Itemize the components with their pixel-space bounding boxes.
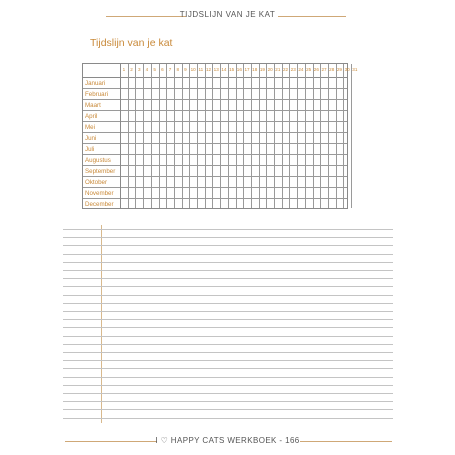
day-column-divider — [228, 64, 229, 208]
section-title: Tijdslijn van je kat — [90, 37, 173, 49]
month-row — [83, 155, 347, 166]
note-line — [63, 409, 393, 410]
note-line — [63, 237, 393, 238]
note-line — [63, 286, 393, 287]
day-column-divider — [289, 64, 290, 208]
note-line — [63, 344, 393, 345]
timeline-grid — [82, 63, 358, 209]
day-header-row — [83, 64, 358, 78]
day-column-divider — [336, 64, 337, 208]
day-column-divider — [236, 64, 237, 208]
day-label: 1 — [122, 67, 126, 72]
month-label: September — [85, 168, 116, 175]
day-label: 29 — [336, 67, 342, 72]
day-label: 2 — [130, 67, 133, 72]
footer-rule-right — [300, 441, 392, 442]
day-column-divider — [128, 64, 129, 208]
day-column-divider — [313, 64, 314, 208]
month-label: Juli — [85, 146, 95, 153]
day-label: 12 — [205, 67, 212, 72]
day-column-divider — [297, 64, 298, 208]
footer-prefix: I — [155, 436, 158, 445]
day-column-divider — [351, 64, 352, 208]
day-label: 7 — [168, 67, 172, 72]
month-row — [83, 78, 347, 89]
notes-area — [63, 225, 393, 423]
day-label: 21 — [275, 67, 281, 72]
day-column-divider — [159, 64, 160, 208]
month-row — [83, 100, 347, 111]
month-row — [83, 111, 347, 122]
note-line — [63, 303, 393, 304]
page-header-title: TIJDSLIJN VAN JE KAT — [179, 10, 276, 19]
day-label: 5 — [153, 67, 156, 72]
month-label: Augustus — [85, 157, 111, 164]
day-column-divider — [212, 64, 213, 208]
day-label: 9 — [184, 67, 187, 72]
note-line — [63, 393, 393, 394]
day-column-divider — [220, 64, 221, 208]
month-row — [83, 199, 347, 210]
note-line — [63, 418, 393, 419]
month-label: April — [85, 113, 98, 120]
month-label: Oktober — [85, 179, 108, 186]
note-line — [63, 278, 393, 279]
note-line — [63, 262, 393, 263]
day-column-divider — [282, 64, 283, 208]
footer-workbook-label: HAPPY CATS WERKBOEK - 166 — [170, 436, 300, 445]
note-line — [63, 311, 393, 312]
day-column-divider — [320, 64, 321, 208]
note-line — [63, 245, 393, 246]
day-column-divider — [135, 64, 136, 208]
note-line — [63, 270, 393, 271]
day-label: 31 — [352, 67, 358, 72]
day-label: 23 — [290, 67, 296, 72]
day-label: 22 — [282, 67, 289, 72]
month-label: Juni — [85, 135, 97, 142]
day-label: 8 — [176, 67, 180, 72]
month-row — [83, 144, 347, 155]
day-column-divider — [343, 64, 344, 208]
day-label: 18 — [252, 67, 258, 72]
note-line — [63, 360, 393, 361]
month-row — [83, 188, 347, 199]
day-label: 27 — [321, 67, 327, 72]
day-column-divider — [143, 64, 144, 208]
day-column-divider — [205, 64, 206, 208]
month-row — [83, 166, 347, 177]
month-label: December — [85, 201, 114, 208]
day-label: 28 — [329, 67, 335, 72]
header-rule-right — [278, 16, 346, 17]
note-line — [63, 385, 393, 386]
month-label: Mei — [85, 124, 95, 131]
month-row — [83, 133, 347, 144]
day-label: 14 — [221, 67, 227, 72]
day-column-divider — [259, 64, 260, 208]
day-label: 30 — [344, 67, 350, 72]
day-label: 13 — [213, 67, 219, 72]
month-row — [83, 89, 347, 100]
day-label: 26 — [313, 67, 319, 72]
month-column-divider — [120, 64, 121, 208]
day-label: 15 — [229, 67, 235, 72]
note-line — [63, 327, 393, 328]
month-row — [83, 177, 347, 188]
month-label: Maart — [85, 102, 101, 109]
note-line — [63, 319, 393, 320]
day-column-divider — [174, 64, 175, 208]
day-column-divider — [166, 64, 167, 208]
day-label: 16 — [236, 67, 242, 72]
month-label: Februari — [85, 91, 109, 98]
day-column-divider — [151, 64, 152, 208]
day-column-divider — [182, 64, 183, 208]
day-column-divider — [266, 64, 267, 208]
day-column-divider — [274, 64, 275, 208]
note-line — [63, 401, 393, 402]
day-column-divider — [243, 64, 244, 208]
note-line — [63, 336, 393, 337]
day-label: 11 — [198, 67, 204, 72]
day-label: 4 — [145, 67, 149, 72]
month-row — [83, 122, 347, 133]
month-label: November — [85, 190, 114, 197]
day-label: 17 — [244, 67, 250, 72]
day-label: 6 — [161, 67, 164, 72]
day-column-divider — [197, 64, 198, 208]
day-label: 20 — [267, 67, 273, 72]
note-line — [63, 254, 393, 255]
day-label: 3 — [137, 67, 141, 72]
day-label: 24 — [298, 67, 304, 72]
note-line — [63, 295, 393, 296]
heart-outline-icon: ♡ — [160, 436, 169, 445]
day-column-divider — [328, 64, 329, 208]
note-line — [63, 352, 393, 353]
day-column-divider — [189, 64, 190, 208]
day-label: 19 — [259, 67, 265, 72]
day-label: 10 — [190, 67, 196, 72]
note-line — [63, 368, 393, 369]
month-label: Januari — [85, 80, 106, 87]
day-label: 25 — [306, 67, 312, 72]
day-column-divider — [251, 64, 252, 208]
day-column-divider — [305, 64, 306, 208]
note-line — [63, 377, 393, 378]
note-line — [63, 229, 393, 230]
